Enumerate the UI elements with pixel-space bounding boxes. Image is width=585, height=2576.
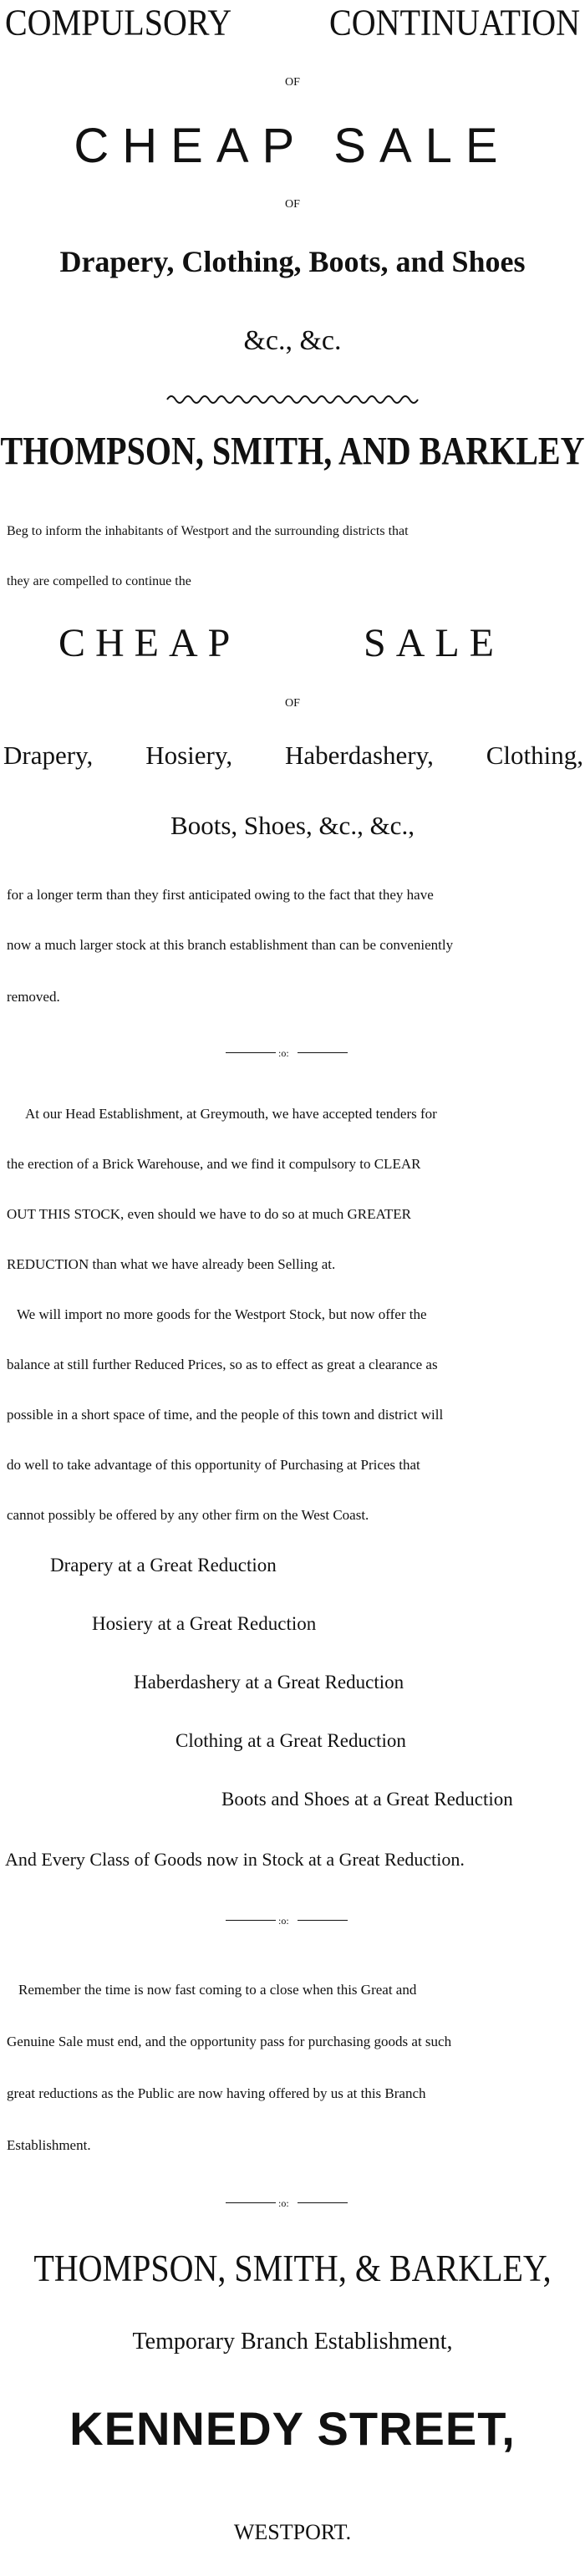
goods-row <box>0 737 585 774</box>
footer-firm: THOMPSON, SMITH, & BARKLEY, <box>33 2246 552 2290</box>
separator-3 <box>0 2197 585 2210</box>
para1-line-3: removed. <box>7 989 60 1005</box>
reduction-clothing: Clothing at a Great Reduction <box>176 1730 406 1751</box>
intro-line-2: they are compelled to continue the <box>7 574 191 588</box>
para3-line-1: We will import no more goods for the Westport Stock, but now offer the <box>17 1306 427 1322</box>
para3-line-4: do well to take advantage of this opportunity of Purchasing at Prices that <box>7 1457 420 1473</box>
para1-line-1: for a longer term than they first anticipated owing to the fact that they have <box>7 887 434 903</box>
goods-word-hosiery: Hosiery, <box>145 741 233 770</box>
goods-line-2: Boots, Shoes, &c., &c., <box>170 811 415 840</box>
footer-branch: Temporary Branch Establishment, <box>132 2329 453 2355</box>
etc-heading: &c., &c. <box>243 325 342 356</box>
reduction-hosiery: Hosiery at a Great Reduction <box>92 1613 317 1634</box>
of-label-2: OF <box>285 198 300 211</box>
every-class-line: And Every Class of Goods now in Stock at a Great Reduction. <box>5 1849 465 1870</box>
cheap-word: CHEAP <box>58 621 241 665</box>
heading-left: COMPULSORY <box>5 1 232 43</box>
reduction-haberdashery: Haberdashery at a Great Reduction <box>134 1672 404 1693</box>
separator-mark-2: :o: <box>278 1915 289 1927</box>
para2-line-2: the erection of a Brick Warehouse, and we find it compulsory to CLEAR <box>7 1156 421 1172</box>
cheap-sale-2 <box>0 619 585 669</box>
of-label-1: OF <box>285 76 300 89</box>
sale-word: SALE <box>364 621 504 665</box>
top-heading <box>0 0 585 46</box>
firm-heading: THOMPSON, SMITH, AND BARKLEY <box>0 428 585 474</box>
separator-mark-1: :o: <box>278 1047 289 1059</box>
para3-line-2: balance at still further Reduced Prices, so as to effect as great a clearance as <box>7 1357 438 1372</box>
para1-line-2: now a much larger stock at this branch establishment than can be conveniently <box>7 937 454 953</box>
separator-2 <box>0 1914 585 1927</box>
wavy-divider <box>0 391 585 408</box>
para3-line-3: possible in a short space of time, and the people of this town and district will <box>7 1407 444 1423</box>
reduction-boots: Boots and Shoes at a Great Reduction <box>221 1789 513 1810</box>
para4-line-3: great reductions as the Public are now having offered by us at this Branch <box>7 2085 426 2101</box>
para4-line-1: Remember the time is now fast coming to a close when this Great and <box>18 1982 417 1998</box>
para2-line-1: At our Head Establishment, at Greymouth, we have accepted tenders for <box>25 1106 437 1122</box>
heading-right: CONTINUATION <box>329 1 580 43</box>
footer-street: KENNEDY STREET, <box>69 2402 516 2455</box>
separator-1 <box>0 1046 585 1060</box>
cheap-sale-heading: CHEAP SALE <box>74 119 511 173</box>
para4-line-2: Genuine Sale must end, and the opportunity pass for purchasing goods at such <box>7 2034 452 2049</box>
footer-town: WESTPORT. <box>233 2520 352 2544</box>
goods-heading: Drapery, Clothing, Boots, and Shoes <box>59 245 526 278</box>
of-label-3: OF <box>285 697 300 710</box>
intro-line-1: Beg to inform the inhabitants of Westport and the surrounding districts that <box>7 524 409 538</box>
para4-line-4: Establishment. <box>7 2137 91 2153</box>
reduction-drapery: Drapery at a Great Reduction <box>50 1555 277 1576</box>
goods-word-drapery: Drapery, <box>3 741 94 770</box>
goods-word-haberdashery: Haberdashery, <box>284 741 434 770</box>
goods-word-clothing: Clothing, <box>486 741 583 770</box>
separator-mark-3: :o: <box>278 2197 289 2209</box>
para3-line-5: cannot possibly be offered by any other firm on the West Coast. <box>7 1507 369 1523</box>
para2-line-4: REDUCTION than what we have already been Selling at. <box>7 1256 336 1272</box>
para2-line-3: OUT THIS STOCK, even should we have to do so at much GREATER <box>7 1206 411 1222</box>
